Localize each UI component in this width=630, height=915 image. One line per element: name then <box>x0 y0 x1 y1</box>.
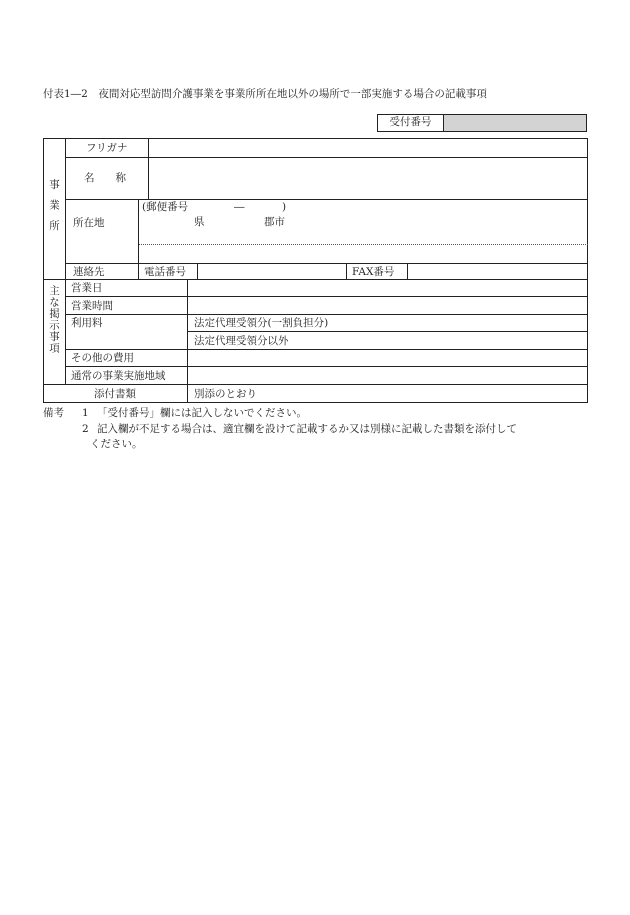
divider-other-costs <box>65 366 588 367</box>
receipt-number-field <box>444 115 586 131</box>
note-2-text-continued: ください。 <box>90 438 143 450</box>
name-label: 名 称 <box>84 172 126 184</box>
notes-heading: 備考 <box>43 407 64 419</box>
divider-office-labels <box>148 139 149 199</box>
address-label: 所在地 <box>73 217 105 229</box>
divider-furigana <box>65 157 588 158</box>
postal-code-open: (郵便番号 <box>142 201 189 213</box>
divider-contact-label <box>138 263 139 279</box>
note-2-text: 記入欄が不足する場合は、適宜欄を設けて記載するか又は別様に記載した書類を添付して <box>97 423 517 435</box>
divider-fax-value <box>407 263 408 279</box>
attachments-label: 添付書類 <box>94 388 136 400</box>
contact-label: 連絡先 <box>73 266 105 278</box>
divider-address <box>65 263 588 264</box>
service-area-label: 通常の事業実施地域 <box>71 370 166 382</box>
fee-other-label: 法定代理受領分以外 <box>194 335 289 347</box>
divider-fees <box>65 349 588 350</box>
postal-code-dash: ― <box>234 201 245 213</box>
divider-fee-copay <box>187 331 588 332</box>
fee-copay-label: 法定代理受領分(一割負担分) <box>194 317 329 329</box>
divider-fax-label <box>346 263 347 279</box>
note-1-number: 1 <box>82 407 89 419</box>
attachments-value: 別添のとおり <box>194 388 257 400</box>
divider-business-hours <box>65 314 588 315</box>
office-section-label: 事業所 <box>48 179 60 241</box>
items-section-label: 主な掲示事項 <box>48 285 60 354</box>
divider-contact <box>44 279 588 280</box>
business-days-label: 営業日 <box>71 282 103 294</box>
county-city-label: 郡市 <box>264 216 285 228</box>
address-dotted-line <box>139 244 588 245</box>
form-title: 付表1―2 夜間対応型訪問介護事業を事業所所在地以外の場所で一部実施する場合の記載事項 <box>43 88 487 100</box>
other-costs-label: その他の費用 <box>71 352 134 364</box>
postal-code-close: ) <box>282 201 287 213</box>
fees-label: 利用料 <box>71 317 103 329</box>
divider-service-area <box>44 384 588 385</box>
divider-business-days <box>65 296 588 297</box>
form-table <box>43 138 588 403</box>
receipt-number-box <box>377 114 587 132</box>
note-2-number: 2 <box>82 423 89 435</box>
divider-address-label <box>138 199 139 263</box>
receipt-number-label: 受付番号 <box>378 115 444 131</box>
prefecture-label: 県 <box>194 216 205 228</box>
business-hours-label: 営業時間 <box>71 300 113 312</box>
note-1-text: 「受付番号」欄には記入しないでください。 <box>97 407 307 419</box>
divider-section-column <box>65 139 66 384</box>
divider-phone-label <box>197 263 198 279</box>
furigana-label: フリガナ <box>86 142 128 154</box>
phone-label: 電話番号 <box>144 266 186 278</box>
fax-label: FAX番号 <box>352 266 395 278</box>
